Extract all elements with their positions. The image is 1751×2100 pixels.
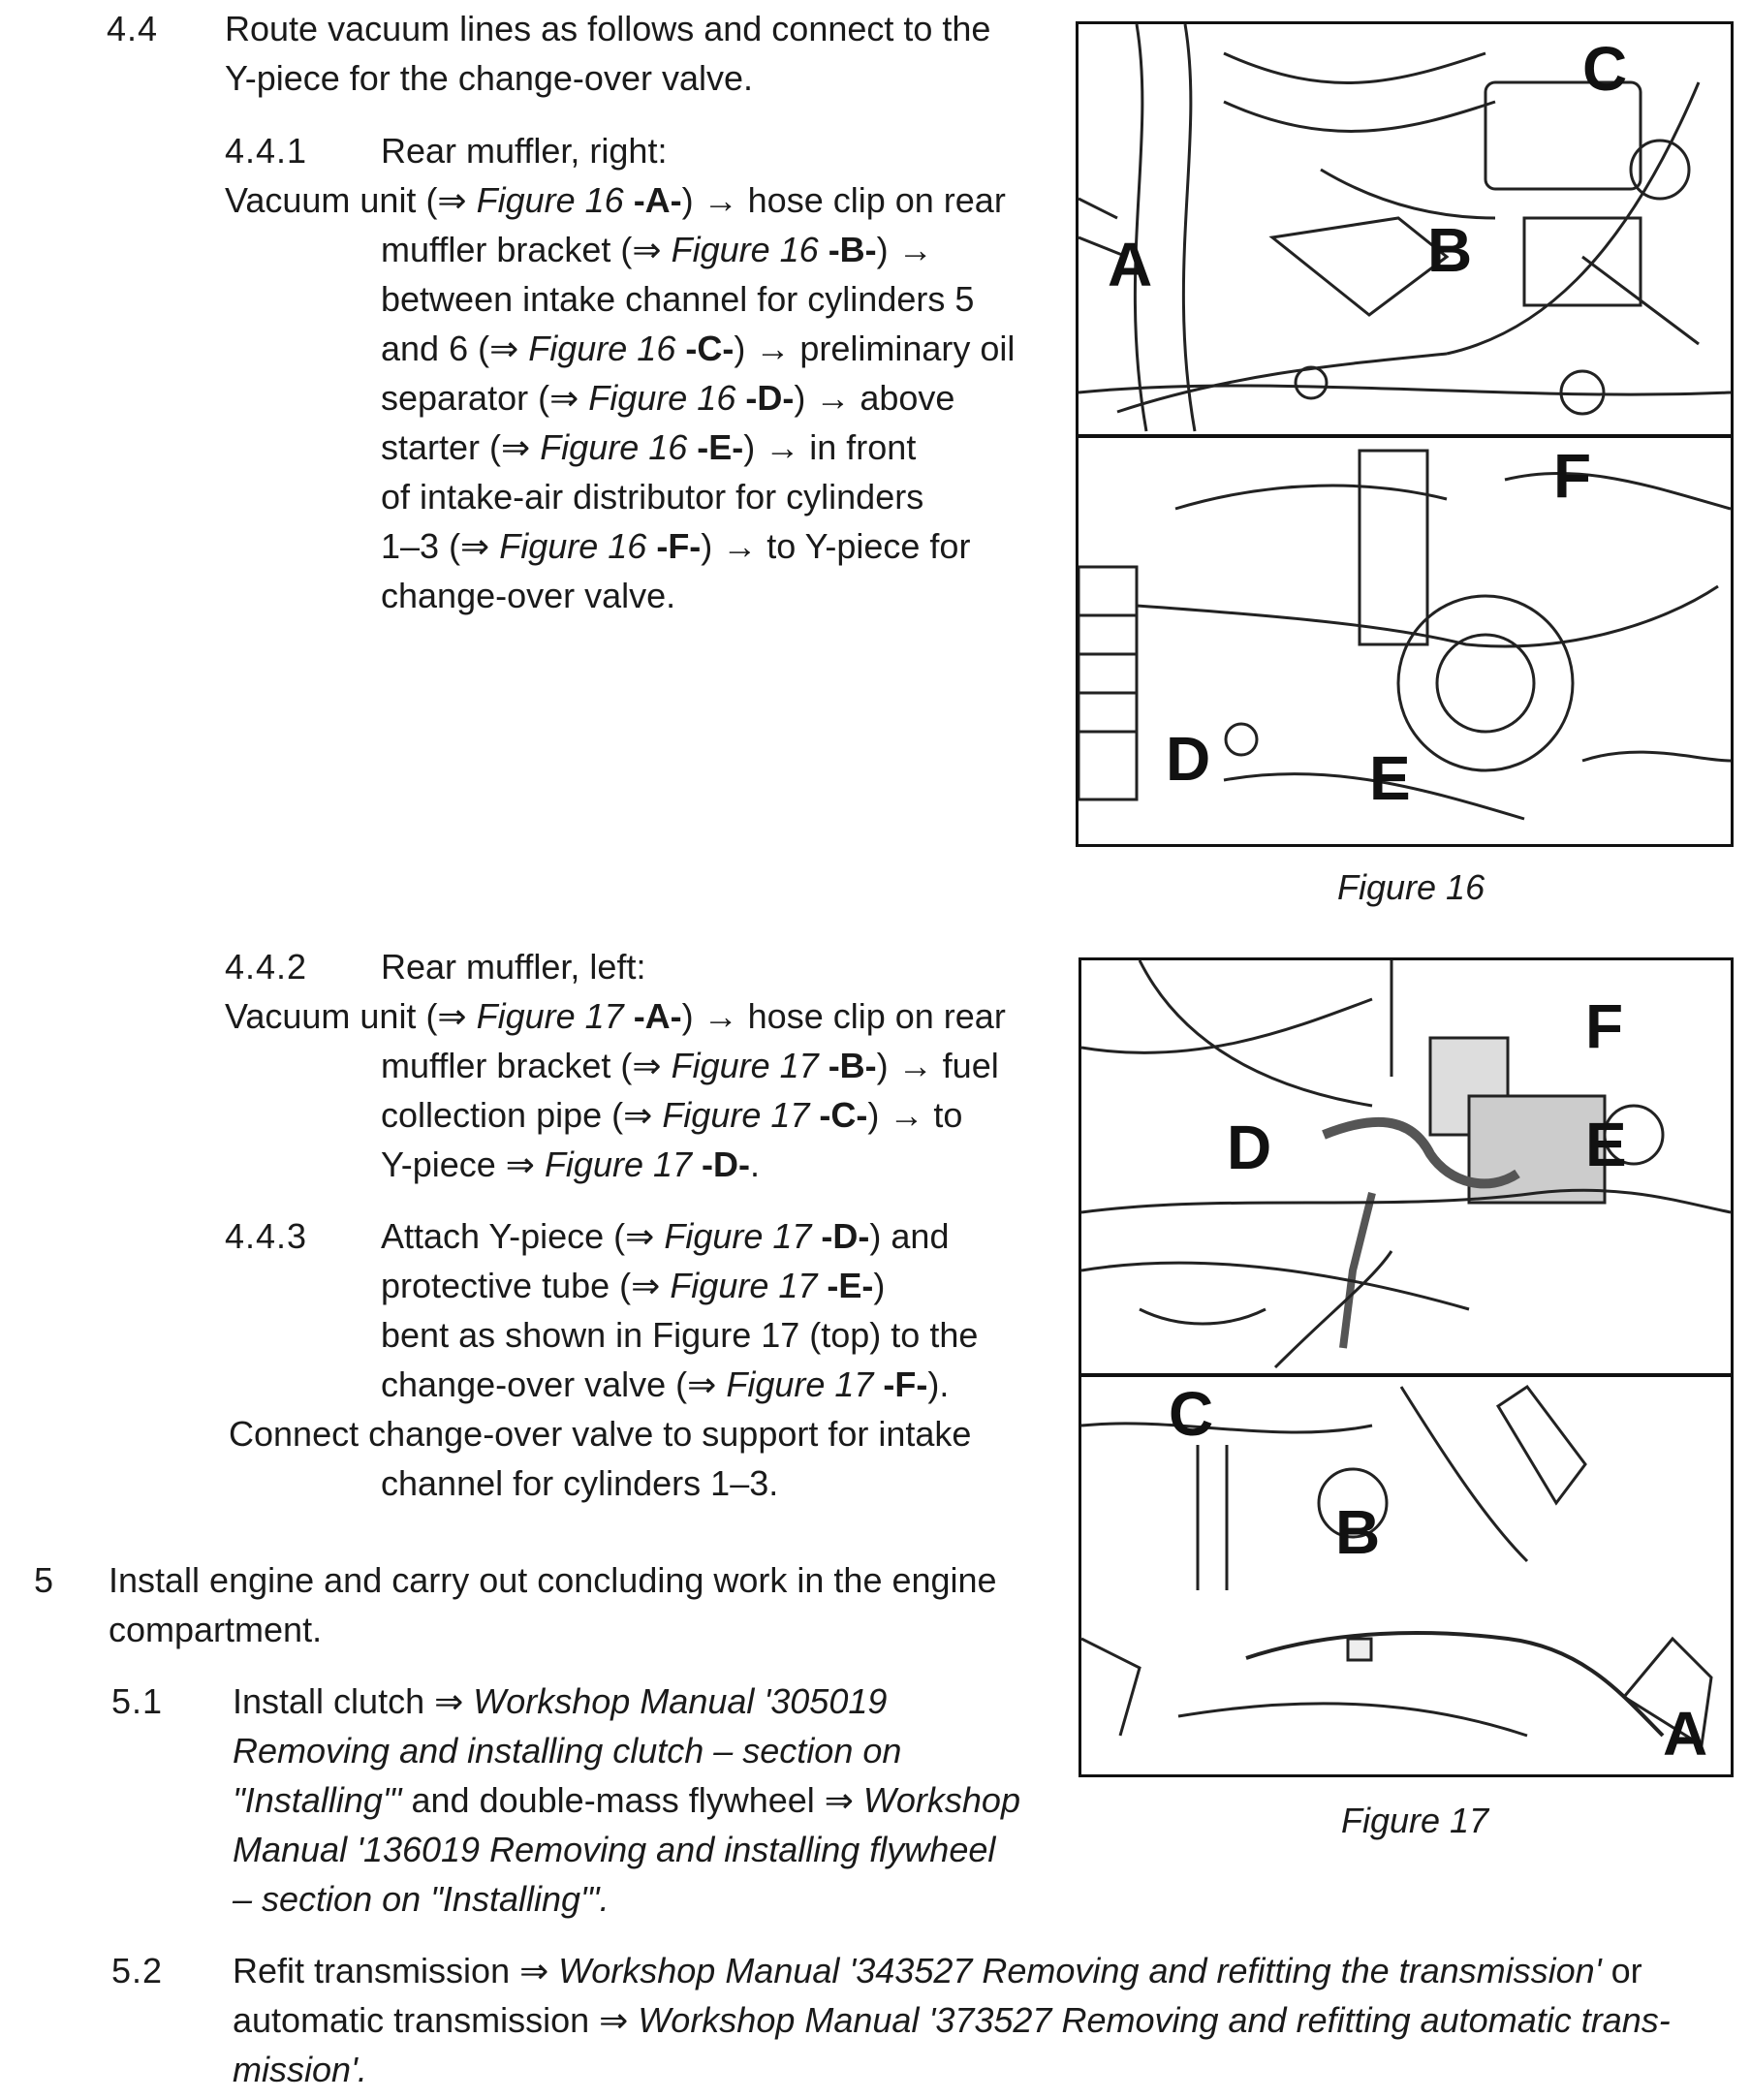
section-text: Install engine and carry out concluding work in the engine — [109, 1560, 997, 1600]
figure-17-label-c: C — [1169, 1379, 1214, 1449]
figure-16-label-d: D — [1166, 724, 1211, 794]
figure-17-label-d: D — [1227, 1113, 1272, 1182]
step-line: Install clutch ⇒ Workshop Manual '305019 — [233, 1681, 888, 1721]
figure-16 — [1076, 21, 1734, 847]
step-line: channel for cylinders 1–3. — [381, 1463, 779, 1503]
subsection-heading: Rear muffler, left: — [381, 947, 646, 987]
figure-16-label-e: E — [1369, 743, 1411, 813]
step-line: separator (⇒ Figure 16 -D-) → above — [381, 378, 955, 418]
step-line: and 6 (⇒ Figure 16 -C-) → preliminary oil — [381, 329, 1016, 368]
section-number: 4.4 — [107, 9, 159, 48]
step-line: starter (⇒ Figure 16 -E-) → in front — [381, 427, 917, 467]
figure-16-illustration — [1079, 24, 1731, 844]
subsection-number: 4.4.1 — [225, 131, 308, 171]
step-line: Vacuum unit (⇒ Figure 16 -A-) → hose clip on rear — [225, 180, 1006, 220]
step-line: Refit transmission ⇒ Workshop Manual '343527 Removing and refitting the transmission' or — [233, 1951, 1642, 1990]
figure-16-label-a: A — [1108, 230, 1153, 299]
subsection-number: 4.4.2 — [225, 947, 308, 987]
step-line: collection pipe (⇒ Figure 17 -C-) → to — [381, 1095, 963, 1135]
step-line: mission'. — [233, 2050, 367, 2089]
step-line: bent as shown in Figure 17 (top) to the — [381, 1315, 979, 1355]
step-line: Removing and installing clutch – section on — [233, 1731, 902, 1771]
step-line: Manual '136019 Removing and installing flywheel — [233, 1830, 996, 1869]
step-line: protective tube (⇒ Figure 17 -E-) — [381, 1266, 886, 1305]
step-line: between intake channel for cylinders 5 — [381, 279, 975, 319]
figure-17-label-e: E — [1585, 1110, 1627, 1179]
step-line: automatic transmission ⇒ Workshop Manual '373527 Removing and refitting automatic trans- — [233, 2000, 1671, 2040]
figure-17-label-b: B — [1335, 1497, 1381, 1567]
section-text: Route vacuum lines as follows and connect to the — [225, 9, 991, 48]
step-line: of intake-air distributor for cylinders — [381, 477, 924, 517]
figure-17 — [1079, 957, 1734, 1777]
step-line: Attach Y-piece (⇒ Figure 17 -D-) and — [381, 1216, 950, 1256]
figure-16-label-f: F — [1553, 441, 1592, 511]
step-line: Connect change-over valve to support for intake — [229, 1414, 972, 1454]
subsection-number: 5.2 — [111, 1951, 164, 1990]
step-line: muffler bracket (⇒ Figure 17 -B-) → fuel — [381, 1046, 999, 1085]
figure-17-label-a: A — [1663, 1699, 1708, 1769]
section-text: compartment. — [109, 1610, 323, 1649]
step-line: 1–3 (⇒ Figure 16 -F-) → to Y-piece for — [381, 526, 971, 566]
figure-16-label-b: B — [1427, 215, 1473, 285]
figure-17-illustration — [1081, 960, 1731, 1774]
step-line: change-over valve (⇒ Figure 17 -F-). — [381, 1364, 950, 1404]
section-number: 5 — [34, 1560, 55, 1600]
step-line: – section on "Installing"'. — [233, 1879, 610, 1919]
figure-17-label-f: F — [1585, 991, 1624, 1061]
step-line: change-over valve. — [381, 576, 676, 615]
figure-16-caption: Figure 16 — [1337, 867, 1485, 907]
subsection-heading: Rear muffler, right: — [381, 131, 668, 171]
step-line: Vacuum unit (⇒ Figure 17 -A-) → hose clip on rear — [225, 996, 1006, 1036]
figure-17-caption: Figure 17 — [1341, 1801, 1489, 1840]
step-line: Y-piece ⇒ Figure 17 -D-. — [381, 1144, 761, 1184]
subsection-number: 4.4.3 — [225, 1216, 308, 1256]
step-line: muffler bracket (⇒ Figure 16 -B-) → — [381, 230, 933, 269]
subsection-number: 5.1 — [111, 1681, 164, 1721]
section-text: Y-piece for the change-over valve. — [225, 58, 753, 98]
figure-16-label-c: C — [1582, 34, 1628, 104]
step-line: "Installing"' and double-mass flywheel ⇒ Workshop — [233, 1780, 1020, 1820]
